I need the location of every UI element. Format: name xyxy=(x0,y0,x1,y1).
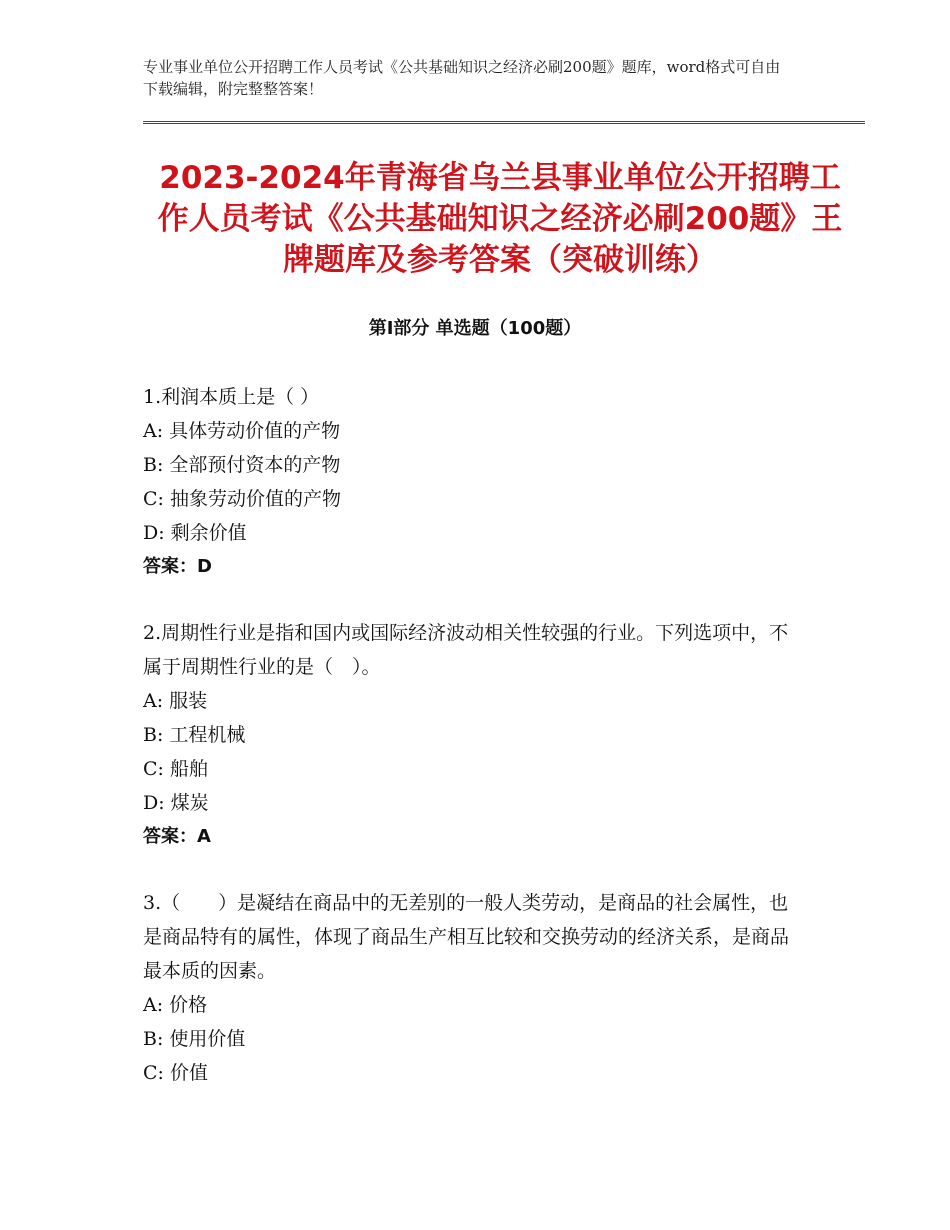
question-answer: 答案：A xyxy=(143,826,211,847)
question-option: B: 工程机械 xyxy=(143,724,246,746)
question-1 xyxy=(143,380,803,584)
question-option: B: 使用价值 xyxy=(143,1028,246,1050)
question-option: A: 服装 xyxy=(143,690,208,712)
question-3 xyxy=(143,886,803,1090)
question-2 xyxy=(143,616,803,854)
question-stem: 3.（ ）是凝结在商品中的无差别的一般人类劳动，是商品的社会属性，也是商品特有的属性，体现了商品生产相互比较和交换劳动的经济关系，是商品最本质的因素。 xyxy=(143,892,790,982)
question-option: D: 剩余价值 xyxy=(143,522,247,544)
question-option: D: 煤炭 xyxy=(143,792,209,814)
question-stem: 2.周期性行业是指和国内或国际经济波动相关性较强的行业。下列选项中，不属于周期性行业的是（ ）。 xyxy=(143,622,789,678)
question-option: A: 价格 xyxy=(143,994,208,1016)
question-answer: 答案：D xyxy=(143,556,212,577)
question-stem: 1.利润本质上是（ ） xyxy=(143,386,320,408)
question-option: C: 抽象劳动价值的产物 xyxy=(143,488,341,510)
question-option: A: 具体劳动价值的产物 xyxy=(143,420,341,442)
section-heading: 第Ⅰ部分 单选题（100题） xyxy=(368,318,582,339)
question-option: B: 全部预付资本的产物 xyxy=(143,454,341,476)
question-option: C: 船舶 xyxy=(143,758,208,780)
question-option: C: 价值 xyxy=(143,1062,208,1084)
header-note: 专业事业单位公开招聘工作人员考试《公共基础知识之经济必刷200题》题库，word格式可自由下载编辑，附完整整答案！ xyxy=(143,58,781,98)
header-divider xyxy=(143,121,865,124)
document-title: 2023-2024年青海省乌兰县事业单位公开招聘工作人员考试《公共基础知识之经济必刷200题》王牌题库及参考答案（突破训练） xyxy=(157,160,843,278)
question-list xyxy=(143,380,803,1122)
